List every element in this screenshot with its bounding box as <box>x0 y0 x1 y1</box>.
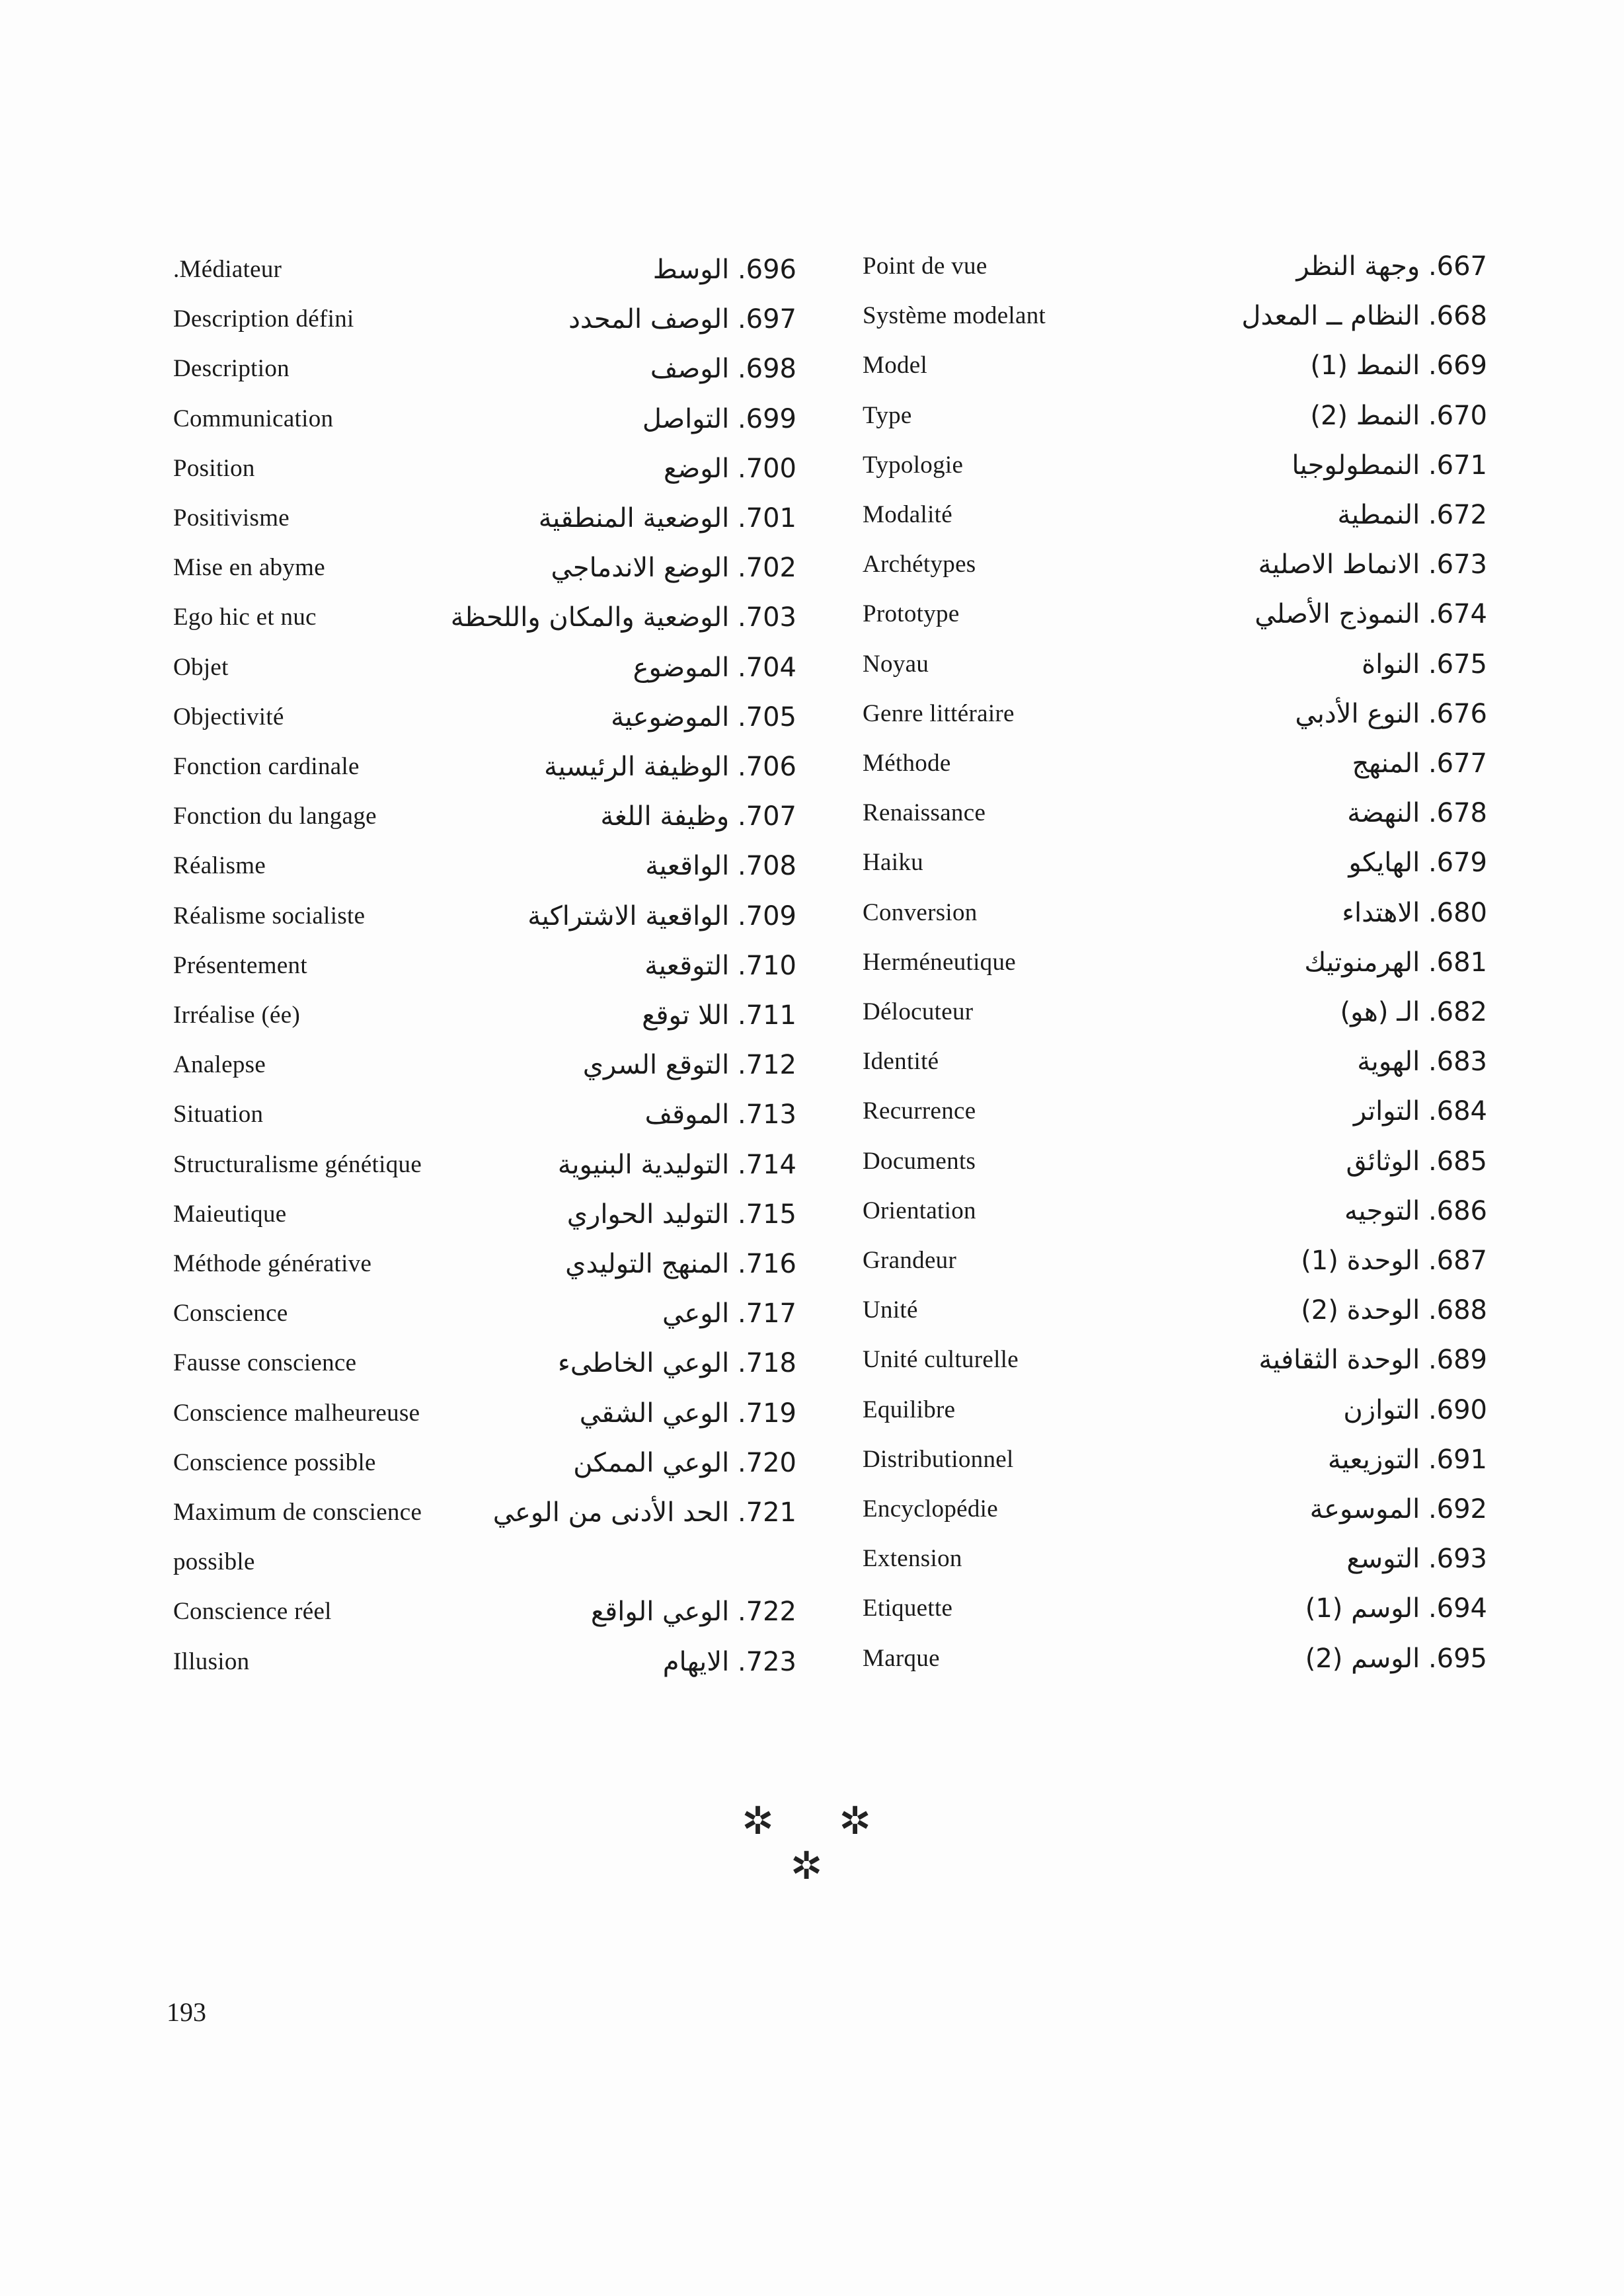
glossary-entry <box>173 544 796 592</box>
arabic-term-group <box>611 693 796 741</box>
glossary-entry <box>173 992 796 1039</box>
arabic-term-group <box>633 644 796 692</box>
entry-number: .717 <box>737 1298 796 1329</box>
arabic-term: التواصل <box>642 403 730 434</box>
arabic-term-group <box>1337 491 1487 539</box>
french-term: Equilibre <box>863 1396 956 1423</box>
arabic-term-group <box>1301 1237 1487 1285</box>
arabic-term-group <box>1310 1485 1487 1533</box>
glossary-entry <box>173 1240 796 1288</box>
french-term: Modalité <box>863 501 952 528</box>
arabic-term-group <box>1346 1138 1487 1185</box>
arabic-term: وجهة النظر <box>1296 251 1420 282</box>
entry-number: .671 <box>1428 450 1487 481</box>
glossary-entry <box>173 1439 796 1487</box>
glossary-entry <box>173 942 796 990</box>
entry-number: .722 <box>737 1597 796 1628</box>
glossary-entry <box>173 842 796 890</box>
entry-number: .688 <box>1428 1295 1487 1326</box>
arabic-term: النمطولوجيا <box>1292 450 1420 481</box>
arabic-term-group <box>1310 392 1487 440</box>
arabic-term-group <box>567 1191 796 1238</box>
arabic-term-group <box>1258 541 1487 588</box>
arabic-term-group <box>1344 1187 1487 1235</box>
french-term: Présentement <box>173 951 307 979</box>
arabic-term: الوضعية والمكان واللحظة <box>450 602 730 633</box>
french-term: Archétypes <box>863 551 976 578</box>
arabic-term: الوصف <box>650 354 730 385</box>
glossary-entry <box>863 789 1487 837</box>
arabic-term-group <box>1340 988 1487 1036</box>
arabic-term: الوعي الممكن <box>573 1447 730 1478</box>
entry-number: .713 <box>737 1099 796 1130</box>
glossary-entry <box>863 342 1487 389</box>
arabic-term: الوسط <box>652 255 730 285</box>
entry-number: .709 <box>737 900 796 931</box>
arabic-term: الاهتداء <box>1342 897 1420 928</box>
french-term: Noyau <box>863 650 929 678</box>
entry-number: .718 <box>737 1348 796 1379</box>
french-term: Haiku <box>863 849 923 877</box>
entry-number: .703 <box>737 602 796 633</box>
arabic-term-group <box>1347 789 1487 837</box>
arabic-term-group <box>642 992 796 1039</box>
glossary-entry <box>863 939 1487 986</box>
arabic-term-group <box>664 445 796 493</box>
glossary-entry <box>173 594 796 641</box>
arabic-term: الواقعية <box>645 851 730 882</box>
arabic-term: الموسوعة <box>1309 1494 1420 1524</box>
arabic-term-group <box>1328 1436 1487 1484</box>
french-term: Irréalise (ée) <box>173 1002 301 1029</box>
arabic-term-group <box>591 1588 796 1636</box>
entry-number: .670 <box>1428 400 1487 431</box>
entry-number: .694 <box>1428 1593 1487 1624</box>
french-term: Grandeur <box>863 1247 957 1274</box>
glossary-entry <box>863 392 1487 440</box>
french-term: Conscience malheureuse <box>173 1399 420 1427</box>
entry-number: .705 <box>737 701 796 732</box>
french-term: Communication <box>173 405 334 432</box>
arabic-term: الوسم (2) <box>1305 1643 1420 1674</box>
arabic-term: الوعي الخاطىء <box>558 1348 730 1379</box>
arabic-term-group <box>568 296 796 343</box>
entry-number: .679 <box>1428 848 1487 879</box>
french-term: Maieutique <box>173 1200 287 1228</box>
entry-number: .700 <box>737 453 796 484</box>
arabic-term: وظيفة اللغة <box>600 801 730 832</box>
french-term: Méthode <box>863 750 951 777</box>
arabic-term: الـ (هو) <box>1340 997 1420 1027</box>
french-term: Unité culturelle <box>863 1346 1019 1374</box>
arabic-term: المنهج التوليدي <box>565 1249 730 1279</box>
arabic-term-group <box>583 1041 796 1089</box>
arabic-term: اللا توقع <box>642 1000 730 1031</box>
entry-number: .720 <box>737 1447 796 1478</box>
arabic-term-group <box>1258 1336 1487 1384</box>
arabic-term: النوع الأدبي <box>1295 698 1420 729</box>
entry-number: .685 <box>1428 1146 1487 1177</box>
french-term: Méthode générative <box>173 1250 372 1277</box>
arabic-term-group <box>1305 1585 1487 1632</box>
glossary-entry <box>863 1585 1487 1632</box>
glossary-entry <box>863 889 1487 937</box>
glossary-entry <box>863 541 1487 588</box>
french-term: Conversion <box>863 898 978 926</box>
arabic-term: الوحدة الثقافية <box>1258 1345 1420 1376</box>
glossary-entry <box>173 1041 796 1089</box>
entry-number: .707 <box>737 801 796 832</box>
entry-number: .721 <box>737 1497 796 1528</box>
arabic-term: الهوية <box>1357 1047 1420 1078</box>
french-term: Fausse conscience <box>173 1349 357 1377</box>
french-term: Genre littéraire <box>863 699 1015 727</box>
glossary-entry <box>173 892 796 940</box>
arabic-term: التوقع السري <box>582 1050 730 1081</box>
french-term: Positivisme <box>173 504 290 532</box>
arabic-term-group <box>653 246 796 294</box>
french-term: Maximum de conscience <box>173 1499 422 1526</box>
entry-number: .674 <box>1428 599 1487 630</box>
french-term: Situation <box>173 1101 264 1128</box>
glossary-entry <box>173 1290 796 1337</box>
arabic-term-group <box>1352 740 1487 787</box>
arabic-term: الوصف المحدد <box>568 304 730 335</box>
french-term: possible <box>173 1548 255 1576</box>
glossary-entry <box>173 1489 796 1536</box>
glossary-entry <box>863 1138 1487 1185</box>
entry-number: .708 <box>737 851 796 882</box>
entry-number: .678 <box>1428 798 1487 829</box>
french-term: Identité <box>863 1048 939 1076</box>
french-term: Objectivité <box>173 703 284 731</box>
french-term: Herméneutique <box>863 948 1016 976</box>
entry-number: .692 <box>1428 1494 1487 1524</box>
entry-number: .697 <box>737 304 796 335</box>
arabic-term-group <box>558 1141 796 1189</box>
arabic-term-group <box>1362 641 1487 688</box>
arabic-term: الوضع <box>664 453 730 484</box>
arabic-term: التوليد الحواري <box>566 1199 730 1230</box>
entry-number: .696 <box>737 255 796 285</box>
arabic-term-group <box>1304 939 1487 986</box>
entry-number: .712 <box>737 1050 796 1081</box>
glossary-entry <box>863 1436 1487 1484</box>
french-term: Conscience réel <box>173 1598 332 1626</box>
entry-number: .675 <box>1428 649 1487 680</box>
glossary-entry <box>863 988 1487 1036</box>
french-term: Extension <box>863 1545 962 1573</box>
french-term: Type <box>863 401 912 429</box>
arabic-term: التوجيه <box>1344 1195 1420 1226</box>
entry-number: .684 <box>1428 1096 1487 1127</box>
arabic-term-group <box>1241 292 1487 340</box>
glossary-entry <box>863 1535 1487 1583</box>
arabic-term: الوسم (1) <box>1305 1593 1420 1624</box>
entry-number: .669 <box>1428 350 1487 381</box>
french-term: Fonction cardinale <box>173 753 360 780</box>
arabic-term: التوليدية البنيوية <box>557 1149 730 1180</box>
glossary-entry <box>173 296 796 343</box>
arabic-term-group <box>573 1439 796 1487</box>
entry-number: .693 <box>1428 1544 1487 1575</box>
french-term: Description défini <box>173 305 354 333</box>
entry-number: .667 <box>1428 251 1487 282</box>
arabic-term-group <box>1343 1386 1487 1434</box>
french-term: Prototype <box>863 600 960 628</box>
arabic-term: النمطية <box>1337 500 1420 530</box>
arabic-term-group <box>600 793 796 840</box>
french-term: Orientation <box>863 1197 976 1224</box>
french-term: Renaissance <box>863 799 986 827</box>
arabic-term-group <box>527 892 796 940</box>
glossary-entry <box>173 1191 796 1238</box>
arabic-term: الوحدة (2) <box>1301 1295 1420 1326</box>
french-term: Documents <box>863 1147 976 1175</box>
glossary-entry <box>863 1485 1487 1533</box>
french-term: Description <box>173 355 290 383</box>
arabic-term-group <box>1357 1038 1487 1086</box>
glossary-entry <box>863 1237 1487 1285</box>
entry-number: .672 <box>1428 500 1487 530</box>
french-term: Etiquette <box>863 1595 953 1622</box>
arabic-term: الوعي الواقع <box>590 1597 730 1628</box>
arabic-term-group <box>1296 243 1487 290</box>
french-term: Marque <box>863 1644 940 1672</box>
glossary-entry <box>173 793 796 840</box>
arabic-term: التوازن <box>1343 1394 1420 1425</box>
arabic-term: الوضعية المنطقية <box>538 503 730 534</box>
arabic-term-group <box>650 345 796 393</box>
glossary-entry <box>173 246 796 294</box>
arabic-term-group <box>663 1638 796 1686</box>
entry-number: .687 <box>1428 1246 1487 1276</box>
french-term: Ego hic et nuc <box>173 604 317 631</box>
french-term: Recurrence <box>863 1097 976 1125</box>
glossary-entry <box>173 1141 796 1189</box>
arabic-term-group <box>1255 590 1487 638</box>
arabic-term: الحد الأدنى من الوعي <box>492 1497 730 1528</box>
arabic-term-group <box>558 1339 796 1387</box>
french-term: Objet <box>173 653 229 681</box>
french-term: Typologie <box>863 451 964 479</box>
entry-number: .677 <box>1428 748 1487 779</box>
glossary-entry <box>863 1635 1487 1682</box>
glossary-entry <box>863 1336 1487 1384</box>
entry-number: .676 <box>1428 698 1487 729</box>
glossary-entry <box>173 395 796 443</box>
arabic-term-group <box>544 743 796 791</box>
arabic-term: النهضة <box>1347 798 1420 829</box>
glossary-entry <box>173 644 796 692</box>
entry-number: .710 <box>737 950 796 981</box>
arabic-term: التوقعية <box>644 950 730 981</box>
french-term: Conscience <box>173 1300 288 1327</box>
arabic-term: الايهام <box>662 1646 730 1677</box>
glossary-entry <box>863 1287 1487 1334</box>
glossary-entry <box>863 1386 1487 1434</box>
glossary-entry <box>863 839 1487 887</box>
french-term: Système modelant <box>863 302 1046 330</box>
arabic-term: الهايكو <box>1348 848 1420 879</box>
arabic-term-group <box>1310 342 1487 389</box>
french-term: Réalisme socialiste <box>173 902 366 930</box>
arabic-term-group <box>565 1240 796 1288</box>
arabic-term-group <box>1346 1535 1487 1583</box>
arabic-term-group <box>645 1091 796 1138</box>
arabic-term: الموضوعية <box>611 701 730 732</box>
glossary-entry <box>173 445 796 493</box>
french-term: Point de vue <box>863 253 987 280</box>
entry-number: .706 <box>737 752 796 782</box>
entry-number: .683 <box>1428 1047 1487 1078</box>
arabic-term: الوحدة (1) <box>1301 1246 1420 1276</box>
glossary-entry <box>863 491 1487 539</box>
arabic-term-group <box>551 544 796 592</box>
arabic-term-group <box>642 395 796 443</box>
entry-number: .702 <box>737 553 796 584</box>
entry-number: .680 <box>1428 897 1487 928</box>
glossary-entry <box>173 1538 796 1586</box>
entry-number: .716 <box>737 1249 796 1279</box>
entry-number: .723 <box>737 1646 796 1677</box>
french-term: Analepse <box>173 1051 266 1079</box>
arabic-term: الوضع الاندماجي <box>551 553 730 584</box>
arabic-term-group <box>1295 690 1487 738</box>
french-term: Illusion <box>173 1647 250 1675</box>
glossary-entry <box>173 1390 796 1437</box>
french-term: Conscience possible <box>173 1448 376 1476</box>
arabic-term: الوعي الشقي <box>579 1398 730 1429</box>
arabic-term-group <box>1354 1088 1487 1135</box>
arabic-term: التوسع <box>1346 1544 1420 1575</box>
arabic-term: الواقعية الاشتراكية <box>527 900 730 931</box>
entry-number: .701 <box>737 503 796 534</box>
glossary-entry <box>863 1088 1487 1135</box>
entry-number: .673 <box>1428 549 1487 580</box>
arabic-term: الوظيفة الرئيسية <box>544 752 730 782</box>
glossary-entry <box>863 292 1487 340</box>
arabic-term-group <box>644 942 796 990</box>
arabic-term-group <box>451 594 796 641</box>
entry-number: .715 <box>737 1199 796 1230</box>
entry-number: .668 <box>1428 301 1487 332</box>
arabic-term-group <box>645 842 796 890</box>
entry-number: .714 <box>737 1149 796 1180</box>
glossary-entry <box>863 243 1487 290</box>
arabic-term: النظام ــ المعدل <box>1241 301 1420 332</box>
arabic-term-group <box>580 1390 796 1437</box>
entry-number: .695 <box>1428 1643 1487 1674</box>
french-term: Position <box>173 454 255 482</box>
arabic-term: الهرمنوتيك <box>1304 947 1420 978</box>
page-number: 193 <box>167 1997 206 2027</box>
glossary-entry <box>173 495 796 542</box>
arabic-term: التوزيعية <box>1327 1444 1420 1475</box>
glossary-entry <box>173 345 796 393</box>
glossary-entry <box>173 1091 796 1138</box>
arabic-term: الموقف <box>644 1099 730 1130</box>
french-term: .Médiateur <box>173 256 282 283</box>
french-term: Model <box>863 352 928 379</box>
entry-number: .689 <box>1428 1345 1487 1376</box>
entry-number: .690 <box>1428 1394 1487 1425</box>
entry-number: .682 <box>1428 997 1487 1027</box>
arabic-term: النمط (2) <box>1310 400 1420 431</box>
glossary-entry <box>863 690 1487 738</box>
entry-number: .681 <box>1428 947 1487 978</box>
arabic-term: الموضوع <box>633 652 730 683</box>
arabic-term: التواتر <box>1353 1096 1420 1127</box>
glossary-entry <box>863 641 1487 688</box>
entry-number: .699 <box>737 403 796 434</box>
arabic-term: الوثائق <box>1346 1146 1420 1177</box>
section-ornament: ✲ ✲ ✲ <box>742 1798 898 1888</box>
french-term: Encyclopédie <box>863 1495 998 1523</box>
french-term: Réalisme <box>173 852 266 880</box>
glossary-entry <box>863 1038 1487 1086</box>
french-term: Mise en abyme <box>173 554 325 582</box>
glossary-entry <box>173 1588 796 1636</box>
arabic-term: الوعي <box>662 1298 730 1329</box>
entry-number: .686 <box>1428 1195 1487 1226</box>
arabic-term-group <box>1342 889 1487 937</box>
arabic-term: النموذج الأصلي <box>1255 599 1420 630</box>
french-term: Distributionnel <box>863 1445 1014 1473</box>
french-term: Unité <box>863 1296 918 1324</box>
arabic-term: المنهج <box>1352 748 1420 779</box>
glossary-entry <box>173 1339 796 1387</box>
glossary-entry <box>863 740 1487 787</box>
glossary-entry <box>863 442 1487 489</box>
french-term: Structuralisme génétique <box>173 1150 422 1178</box>
arabic-term: النمط (1) <box>1310 350 1420 381</box>
entry-number: .691 <box>1428 1444 1487 1475</box>
entry-number: .704 <box>737 652 796 683</box>
glossary-entry <box>863 1187 1487 1235</box>
glossary-entry <box>173 1638 796 1686</box>
arabic-term-group <box>1301 1287 1487 1334</box>
glossary-entry <box>173 693 796 741</box>
arabic-term: الانماط الاصلية <box>1258 549 1420 580</box>
arabic-term-group <box>662 1290 796 1337</box>
arabic-term-group <box>539 495 796 542</box>
entry-number: .698 <box>737 354 796 385</box>
arabic-term-group <box>1292 442 1487 489</box>
entry-number: .711 <box>737 1000 796 1031</box>
arabic-term-group <box>1305 1635 1487 1682</box>
french-term: Délocuteur <box>863 998 974 1025</box>
arabic-term-group <box>493 1489 796 1536</box>
entry-number: .719 <box>737 1398 796 1429</box>
arabic-term: النواة <box>1362 649 1420 680</box>
french-term: Fonction du langage <box>173 803 377 830</box>
arabic-term-group <box>1348 839 1487 887</box>
glossary-entry <box>863 590 1487 638</box>
glossary-entry <box>173 743 796 791</box>
